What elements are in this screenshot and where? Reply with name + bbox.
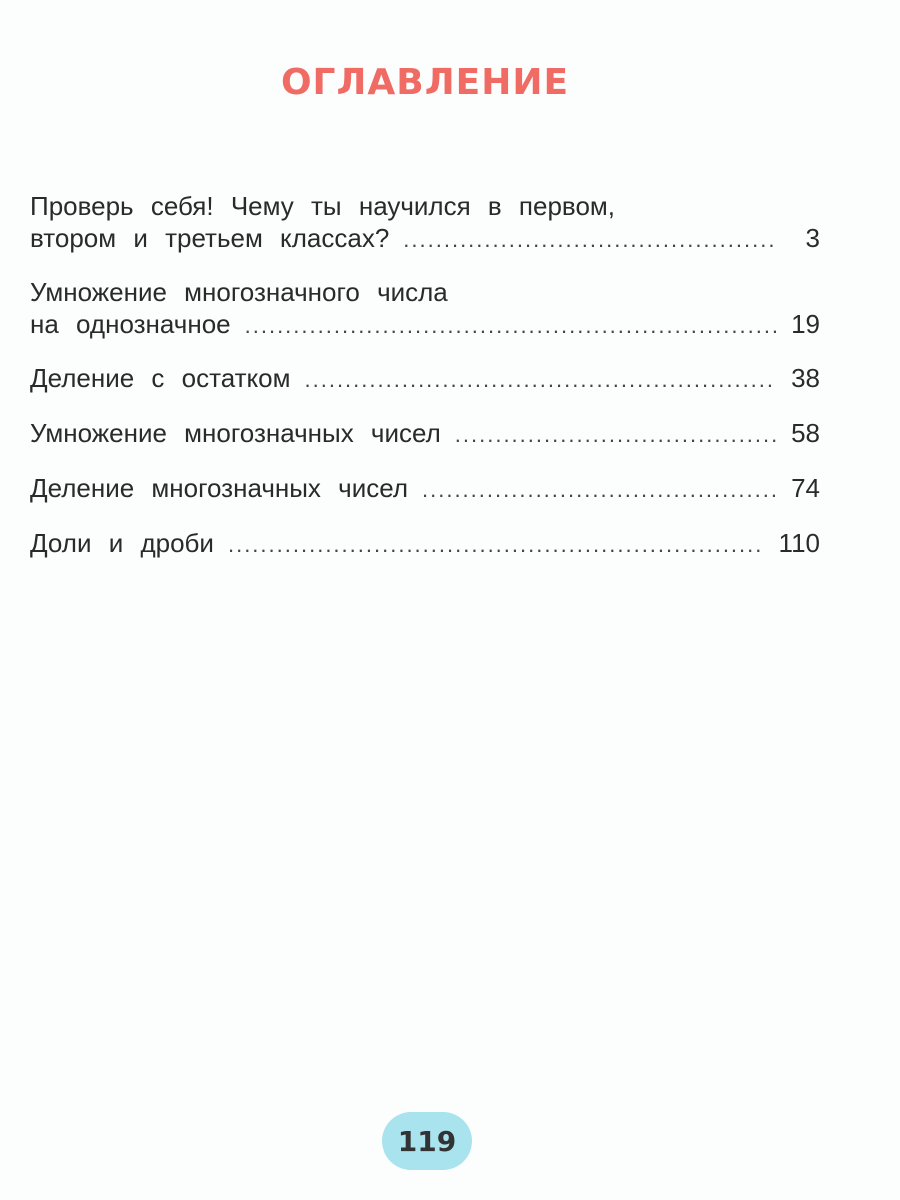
dot-leader — [305, 364, 778, 396]
toc-entry-title: Деление многозначных чисел — [30, 473, 408, 503]
page-number-badge — [382, 1112, 472, 1170]
toc-entry-page: 110 — [778, 528, 820, 558]
toc-entry-page: 3 — [805, 223, 820, 253]
toc-entry-page: 74 — [791, 473, 820, 503]
toc-entry-title-line: Проверь себя! Чему ты научился в первом, — [30, 191, 616, 221]
toc-entry-page: 58 — [791, 418, 820, 448]
page-number: 119 — [397, 1124, 457, 1158]
toc-entry-multiplication-multi-digit[interactable] — [30, 417, 820, 451]
dot-leader — [228, 529, 765, 561]
dot-leader — [403, 224, 778, 256]
toc-entry-division-remainder[interactable] — [30, 362, 820, 396]
toc-entry-title: Доли и дроби — [30, 528, 214, 558]
dot-leader — [455, 419, 777, 451]
toc-entry-check-yourself[interactable] — [30, 190, 820, 256]
page-title: ОГЛАВЛЕНИЕ — [280, 62, 570, 103]
dot-leader — [245, 310, 777, 342]
toc-entry-title-line: Умножение многозначного числа — [30, 277, 448, 307]
toc-entry-fractions[interactable] — [30, 527, 820, 561]
toc-entry-title: втором и третьем классах? — [30, 223, 390, 253]
toc-entry-division-multi-digit[interactable] — [30, 472, 820, 506]
toc-entry-multiplication-single-digit[interactable] — [30, 276, 820, 342]
toc-entry-page: 38 — [791, 363, 820, 393]
toc-entry-title: Деление с остатком — [30, 363, 291, 393]
dot-leader — [422, 474, 777, 506]
toc-entry-page: 19 — [791, 309, 820, 339]
toc-entry-title: Умножение многозначных чисел — [30, 418, 441, 448]
toc-entry-title: на однозначное — [30, 309, 231, 339]
